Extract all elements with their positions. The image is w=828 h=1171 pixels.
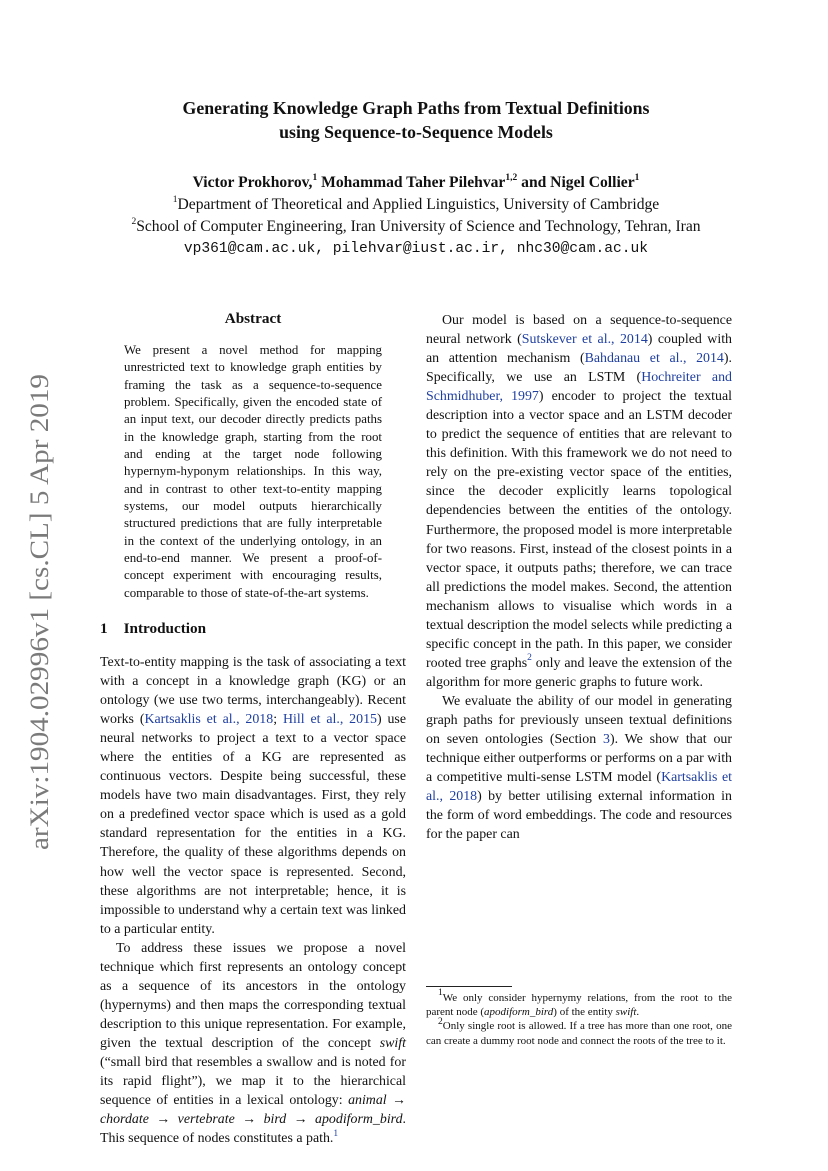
intro-paragraph-4 xyxy=(426,692,732,844)
text-run: ; xyxy=(273,712,283,728)
author-3-affil: 1 xyxy=(634,172,640,183)
citation-link[interactable]: Hill et al., 2015 xyxy=(282,712,377,728)
footnote-2 xyxy=(426,1016,732,1047)
text-run: ) encoder to project the textual description into a vector space and an LSTM decoder to predict the sequence of entities that are relevant to this definition. With this framework we do not need to rely on the pre-existing vector space of the entities, since the decoder explicitly learns topological dependencies between the entities of the ontology. Furthermore, the proposed model is more interpretable for two reasons. First, instead of the closest points in a vector space, it outputs paths; therefore, we can trace all predictions the model makes. Second, the attention mechanism allows to visualise which words in a textual description the model selects while predicting a specific concept in the path. In this paper, we consider rooted tree graphs xyxy=(426,389,732,671)
section-title: Introduction xyxy=(123,620,207,637)
text-run: ) coupled with an attention mechanism ( xyxy=(426,332,732,367)
text-run: Only single root is allowed. If a tree has more than one root, one can create a dummy root node and connect the roots of the tree to it. xyxy=(426,1020,732,1047)
text-run: . xyxy=(636,1006,640,1019)
footnote-ref[interactable]: 1 xyxy=(333,1128,339,1139)
text-run: only and leave the extension of the algorithm for more generic graphs to future work. xyxy=(426,655,732,690)
text-run: We evaluate the ability of our model in generating graph paths for previously unseen textual definitions on seven ontologies (Section xyxy=(426,693,732,748)
arxiv-stamp xyxy=(8,372,64,852)
author-names xyxy=(100,172,732,194)
right-column-body xyxy=(426,311,732,844)
arxiv-stamp-text: arXiv:1904.02996v1 [cs.CL] 5 Apr 2019 xyxy=(24,417,54,850)
text-run: ). We show that our technique either outperforms or performs on a par with a competitive multi-sense LSTM model ( xyxy=(426,732,733,786)
citation-link[interactable]: Kartsaklis et al., 2018 xyxy=(426,770,732,805)
footnote-1 xyxy=(426,988,732,1019)
text-run: ) of the entity xyxy=(553,1006,616,1019)
citation-link[interactable]: Bahdanau et al., 2014 xyxy=(584,351,724,367)
concept-term: swift xyxy=(379,1035,406,1051)
text-run: We only consider hypernymy relations, from the root to the parent node ( xyxy=(426,992,732,1019)
intro-paragraph-2 xyxy=(100,939,406,1149)
paper-title xyxy=(100,96,732,144)
text-run: ). Specifically, we use an LSTM ( xyxy=(426,351,732,386)
text-run: ) use neural networks to project a text to a vector space where the entities of a KG are represented as continuous vectors. Despite being successful, these models have two main disadvantages. First, they rely on a predefined vector space which is used as a gold standard representation for the entities in a KG. Therefore, the quality of these algorithms depends on how well the vector space is represented. Second, these algorithms are not interpretable; hence, it is impossible to understand why a certain text was linked to a particular entity. xyxy=(100,712,406,937)
affiliation-1-text: Department of Theoretical and Applied Linguistics, University of Cambridge xyxy=(177,196,660,213)
text-run: apodiform_bird xyxy=(484,1006,554,1019)
footnote-rule xyxy=(426,986,512,987)
citation-link[interactable]: Hochreiter and Schmidhuber, 1997 xyxy=(426,370,732,405)
affiliation-1 xyxy=(100,194,732,216)
abstract-heading: Abstract xyxy=(224,310,282,327)
intro-paragraph-3 xyxy=(426,311,732,692)
left-column-body xyxy=(100,653,406,1148)
section-number: 1 xyxy=(100,620,108,637)
affiliation-2 xyxy=(100,216,732,238)
footnote-number: 2 xyxy=(438,1016,443,1027)
citation-link[interactable]: Sutskever et al., 2014 xyxy=(521,332,648,348)
abstract-text: We present a novel method for mapping unrestricted text to knowledge graph entities by framing the task as a sequence-to-sequence problem. Specifically, given the encoded state of an input text, our decoder directly predicts paths in the knowledge graph, starting from the root and ending at the target node following hypernym-hyponym relationships. In this way, and in contrast to other text-to-entity mapping systems, our model outputs hierarchically structured predictions that are fully interpretable in the context of the underlying ontology, in an end-to-end manner. We present a proof-of-concept experiment with encouraging results, comparable to those of state-of-the-art systems. xyxy=(124,343,382,600)
intro-paragraph-1 xyxy=(100,653,406,939)
author-2-affil: 1,2 xyxy=(505,172,518,183)
author-emails: vp361@cam.ac.uk, pilehvar@iust.ac.ir, nhc30@cam.ac.uk xyxy=(183,241,649,257)
author-2: Mohammad Taher Pilehvar xyxy=(321,174,506,191)
affiliation-2-num: 2 xyxy=(131,216,137,227)
footnote-ref[interactable]: 2 xyxy=(527,653,532,664)
affiliation-1-num: 1 xyxy=(172,194,178,205)
text-run: Our model is based on a sequence-to-sequence neural network ( xyxy=(426,313,732,348)
author-1: Victor Prokhorov, xyxy=(192,174,313,191)
text-run: (“small bird that resembles a swallow and is noted for its rapid flight”), we map it to the hierarchical sequence of entities in a lexical ontology: xyxy=(100,1054,406,1109)
affiliation-2-text: School of Computer Engineering, Iran University of Science and Technology, Tehran, Iran xyxy=(136,218,701,235)
footnote-number: 1 xyxy=(438,988,443,999)
section-heading-introduction xyxy=(100,620,222,638)
footnotes xyxy=(426,988,732,1048)
text-run: ) by better utilising external information in the form of word embeddings. The code and resources for the paper can xyxy=(426,789,732,843)
author-block xyxy=(100,172,732,260)
hypernym-path: animal → chordate → vertebrate → bird → apodiform_bird xyxy=(100,1093,406,1128)
text-run: . This sequence of nodes constitutes a path. xyxy=(100,1112,406,1147)
title-line-1: Generating Knowledge Graph Paths from Textual Definitions xyxy=(182,98,650,118)
author-1-affil: 1 xyxy=(312,172,318,183)
section-link[interactable]: 3 xyxy=(603,732,610,748)
author-3: and Nigel Collier xyxy=(521,174,635,191)
text-run: swift xyxy=(615,1006,637,1019)
citation-link[interactable]: Kartsaklis et al., 2018 xyxy=(144,712,274,728)
title-line-2: using Sequence-to-Sequence Models xyxy=(279,122,553,142)
text-run: To address these issues we propose a novel technique which first represents an ontology concept as a sequence of its ancestors in the ontology (hypernyms) and then maps the corresponding textual description to this unique representation. For example, given the textual description of the concept xyxy=(100,940,406,1051)
text-run: Text-to-entity mapping is the task of associating a text with a concept in a knowledge graph (KG) or an ontology (we use two terms, interchangeably). Recent works ( xyxy=(100,655,406,728)
